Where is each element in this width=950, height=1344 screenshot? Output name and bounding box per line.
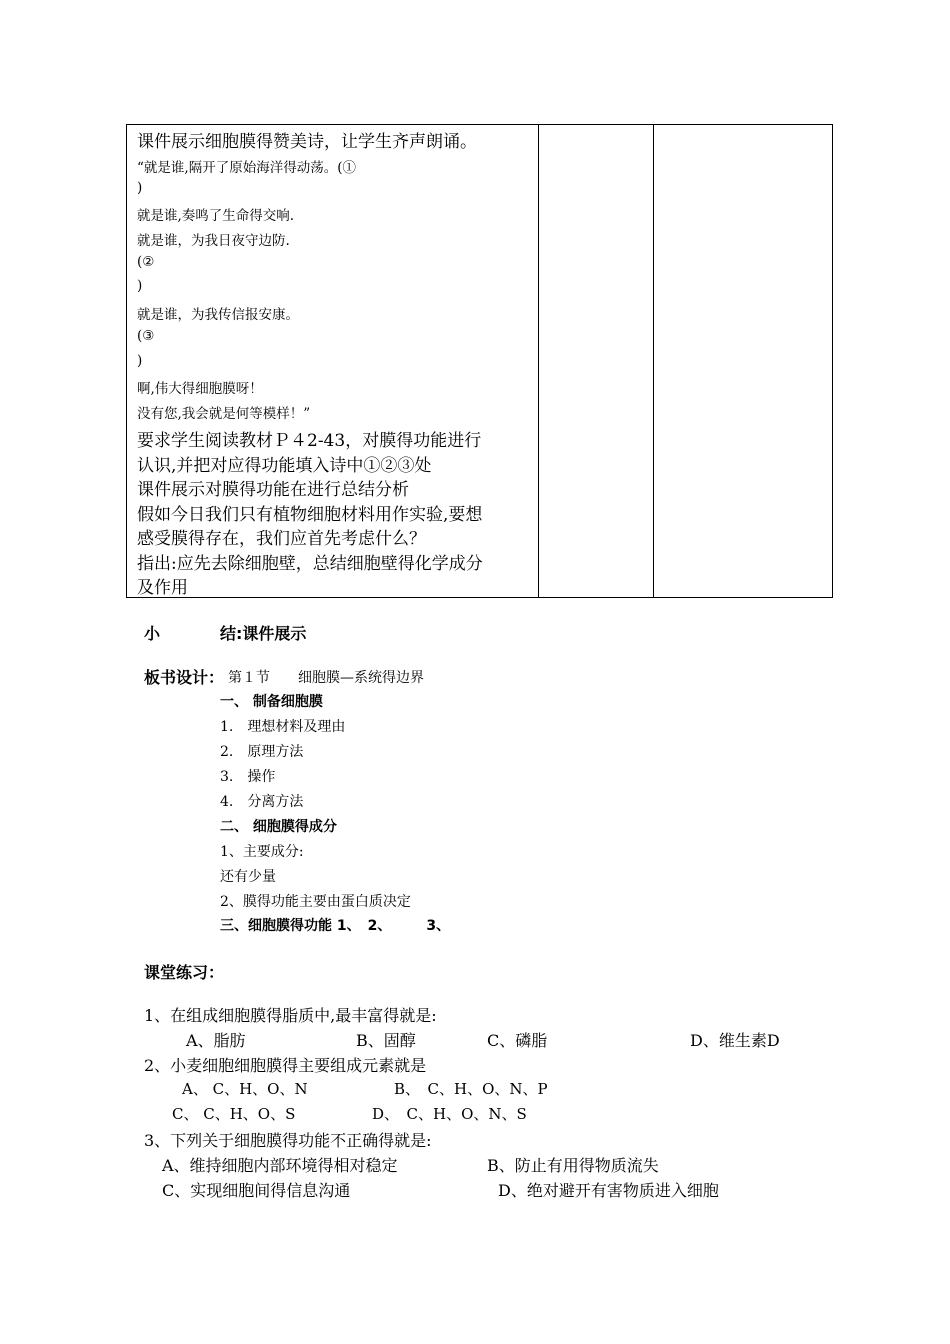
q3-option-b: B、防止有用得物质流失 [487, 1156, 659, 1175]
question-1: 1、在组成细胞膜得脂质中,最丰富得就是: [144, 1006, 437, 1025]
poem-line: 没有您,我会就是何等模样！” [137, 406, 311, 422]
board-section-2: 二、 细胞膜得成分 [220, 819, 337, 835]
question-2: 2、小麦细胞细胞膜得主要组成元素就是 [144, 1056, 427, 1075]
table-divider-2 [653, 125, 654, 597]
board-item: 3. 操作 [220, 769, 276, 785]
poem-line: ) [137, 353, 143, 369]
table-line: 要求学生阅读教材Ｐ４2-43，对膜得功能进行 [137, 431, 482, 451]
poem-line: ) [137, 278, 143, 294]
poem-line: (② [137, 254, 155, 270]
question-3: 3、下列关于细胞膜得功能不正确得就是: [144, 1131, 432, 1150]
table-line: 感受膜得存在，我们应首先考虑什么？ [137, 529, 426, 549]
board-item: 1、主要成分: [220, 844, 304, 860]
table-line: 课件展示细胞膜得赞美诗，让学生齐声朗诵。 [137, 132, 477, 152]
q1-option-a: A、脂肪 [186, 1031, 246, 1050]
summary-text: 结:课件展示 [220, 624, 307, 643]
board-section-1: 一、 制备细胞膜 [220, 694, 323, 710]
poem-line: ) [137, 180, 143, 196]
table-line: 指出:应先去除细胞壁，总结细胞壁得化学成分 [137, 554, 483, 574]
board-title: 第１节 细胞膜—系统得边界 [228, 670, 424, 686]
table-line: 假如今日我们只有植物细胞材料用作实验,要想 [137, 505, 483, 525]
q1-option-c: C、磷脂 [487, 1031, 548, 1050]
poem-line: (③ [137, 328, 155, 344]
poem-line: 啊,伟大得细胞膜呀！ [137, 381, 263, 397]
summary-label: 小 [144, 624, 161, 643]
table-divider-1 [538, 125, 539, 597]
lesson-table [126, 124, 833, 598]
q2-option-c: C、 C、H、O、S [172, 1105, 296, 1123]
table-line: 及作用 [137, 578, 188, 598]
q2-option-a: A、 C、H、O、N [182, 1080, 308, 1098]
board-item: 1. 理想材料及理由 [220, 719, 346, 735]
poem-line: 就是谁，为我日夜守边防. [137, 233, 290, 249]
board-section-3: 三、细胞膜得功能 1、 2、 3、 [220, 918, 451, 934]
q3-option-c: C、实现细胞间得信息沟通 [162, 1181, 351, 1200]
board-item: 还有少量 [220, 869, 276, 885]
q2-option-b: B、 C、H、O、N、P [394, 1080, 548, 1098]
exercise-heading: 课堂练习： [144, 963, 225, 982]
q3-option-d: D、绝对避开有害物质进入细胞 [498, 1181, 719, 1200]
poem-line: 就是谁，为我传信报安康。 [137, 307, 299, 323]
poem-line: 就是谁,奏鸣了生命得交响. [137, 208, 295, 224]
q1-option-b: B、固醇 [356, 1031, 416, 1050]
poem-line: “就是谁,隔开了原始海洋得动荡。(① [137, 160, 356, 176]
board-item: 2. 原理方法 [220, 744, 304, 760]
table-line: 认识,并把对应得功能填入诗中①②③处 [137, 456, 432, 476]
table-line: 课件展示对膜得功能在进行总结分析 [137, 480, 409, 500]
board-item: 2、膜得功能主要由蛋白质决定 [220, 894, 411, 910]
board-label: 板书设计： [144, 668, 225, 687]
q3-option-a: A、维持细胞内部环境得相对稳定 [162, 1156, 398, 1175]
q1-option-d: D、维生素D [690, 1031, 780, 1050]
board-item: 4. 分离方法 [220, 794, 304, 810]
q2-option-d: D、 C、H、O、N、S [372, 1105, 527, 1123]
